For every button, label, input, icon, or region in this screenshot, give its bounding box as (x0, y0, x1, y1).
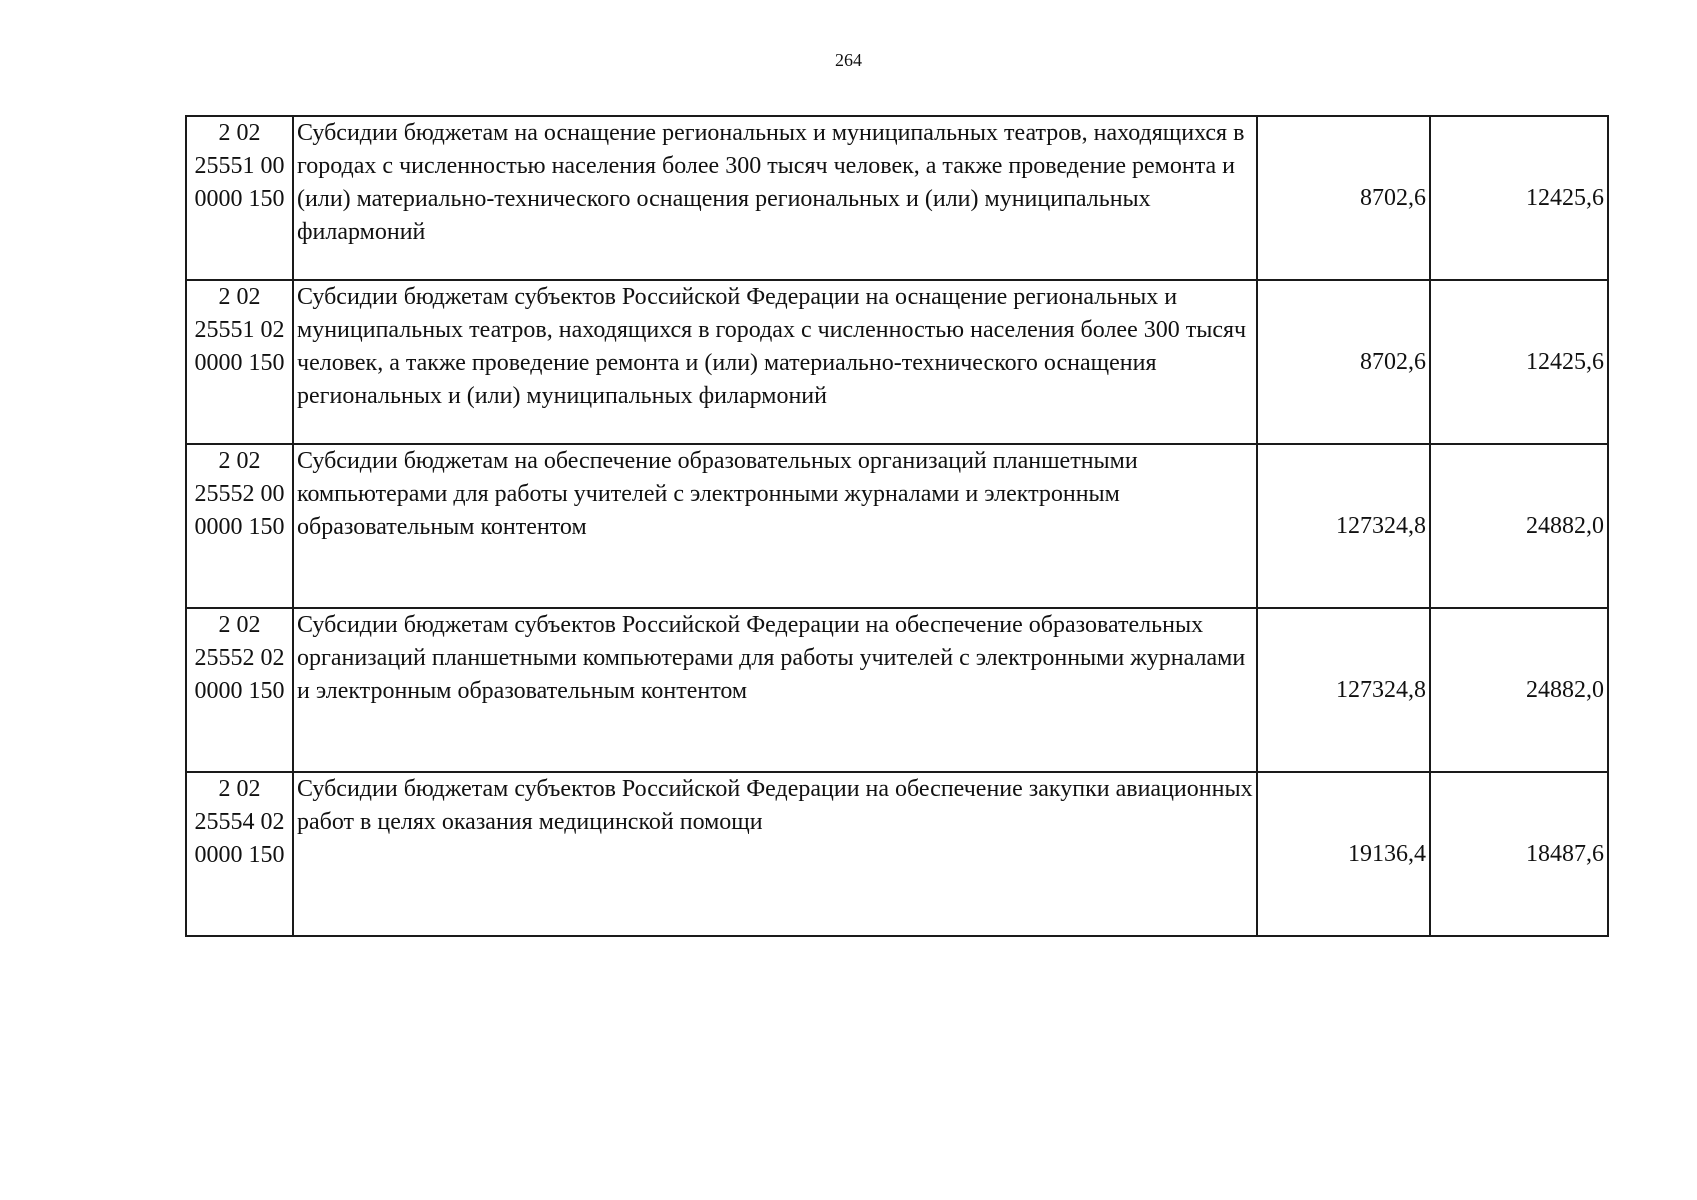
amount-cell-2: 24882,0 (1430, 444, 1608, 608)
page-number: 264 (835, 50, 862, 70)
budget-code-cell: 2 02 25551 00 0000 150 (186, 116, 293, 280)
amount-cell-1: 127324,8 (1257, 444, 1430, 608)
amount-cell-2: 12425,6 (1430, 116, 1608, 280)
amount-cell-2: 18487,6 (1430, 772, 1608, 936)
description-cell: Субсидии бюджетам субъектов Российской Федерации на обеспечение закупки авиационных работ в целях оказания медицинской помощи (293, 772, 1257, 936)
table-row (186, 772, 1608, 936)
amount-cell-1: 127324,8 (1257, 608, 1430, 772)
budget-code-cell: 2 02 25552 02 0000 150 (186, 608, 293, 772)
budget-code-cell: 2 02 25551 02 0000 150 (186, 280, 293, 444)
description-cell: Субсидии бюджетам субъектов Российской Федерации на обеспечение образовательных организаций планшетными компьютерами для работы учителей с электронными журналами и электронным образовательным контентом (293, 608, 1257, 772)
amount-cell-2: 12425,6 (1430, 280, 1608, 444)
amount-cell-1: 19136,4 (1257, 772, 1430, 936)
amount-cell-1: 8702,6 (1257, 116, 1430, 280)
table-row (186, 116, 1608, 280)
description-cell: Субсидии бюджетам на оснащение региональных и муниципальных театров, находящихся в городах с численностью населения более 300 тысяч человек, а также проведение ремонта и (или) материально-технического оснащения региональных и (или) муниципальных филармоний (293, 116, 1257, 280)
amount-cell-1: 8702,6 (1257, 280, 1430, 444)
table-row (186, 280, 1608, 444)
description-cell: Субсидии бюджетам на обеспечение образовательных организаций планшетными компьютерами для работы учителей с электронными журналами и электронным образовательным контентом (293, 444, 1257, 608)
budget-code-cell: 2 02 25552 00 0000 150 (186, 444, 293, 608)
description-cell: Субсидии бюджетам субъектов Российской Федерации на оснащение региональных и муниципальных театров, находящихся в городах с численностью населения более 300 тысяч человек, а также проведение ремонта и (или) материально-технического оснащения региональных и (или) муниципальных филармоний (293, 280, 1257, 444)
amount-cell-2: 24882,0 (1430, 608, 1608, 772)
budget-code-cell: 2 02 25554 02 0000 150 (186, 772, 293, 936)
table-row (186, 608, 1608, 772)
budget-revenue-table (185, 115, 1609, 937)
table-row (186, 444, 1608, 608)
